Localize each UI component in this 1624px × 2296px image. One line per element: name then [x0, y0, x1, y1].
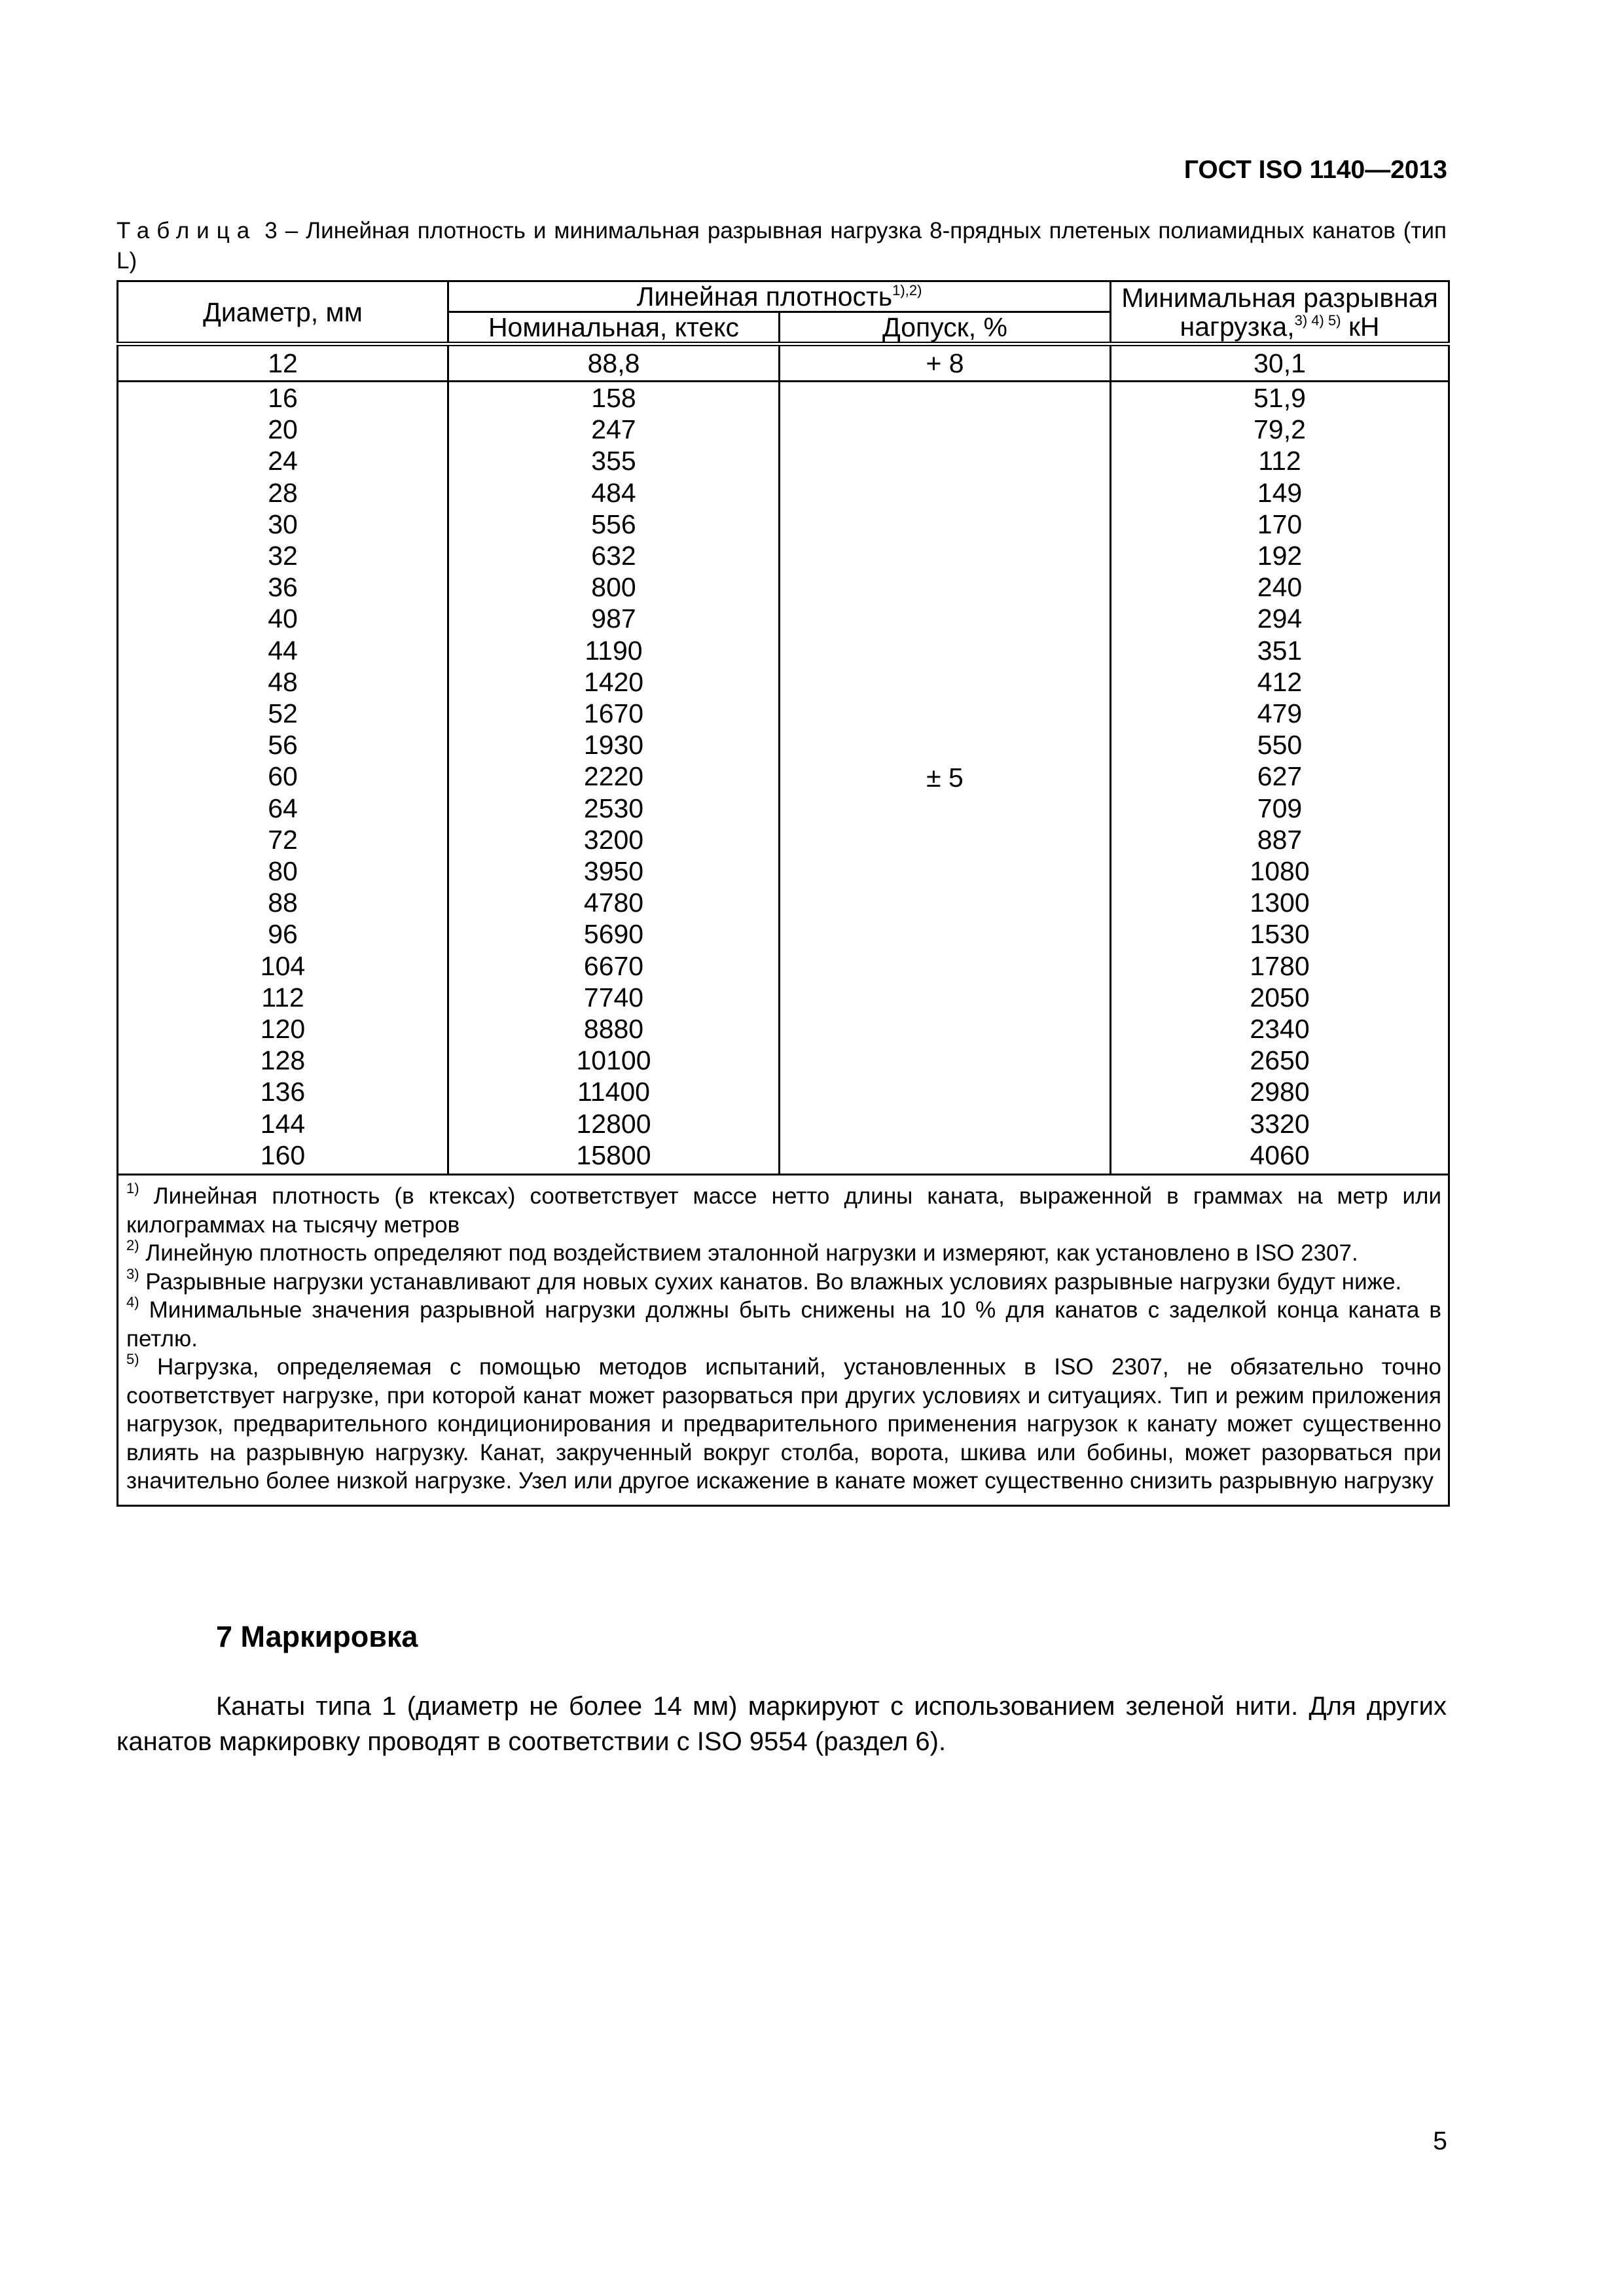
- header-load-line2: нагрузка,: [1180, 311, 1295, 342]
- cell-diameter: 64: [118, 793, 448, 824]
- footnote: [126, 1182, 1441, 1239]
- cell-nominal: 1190: [448, 635, 780, 666]
- cell-diameter: 44: [118, 635, 448, 666]
- cell-nominal: 8880: [448, 1013, 780, 1045]
- cell-diameter: 120: [118, 1013, 448, 1045]
- cell-diameter: 112: [118, 982, 448, 1013]
- cell-load: 1080: [1111, 855, 1449, 887]
- cell-nominal: 7740: [448, 982, 780, 1013]
- header-tolerance: Допуск, %: [780, 312, 1111, 344]
- cell-diameter: 52: [118, 698, 448, 729]
- cell-load: 1300: [1111, 887, 1449, 918]
- header-load-footnote: 3) 4) 5): [1294, 312, 1341, 329]
- cell-load: 4060: [1111, 1139, 1449, 1175]
- header-load-line1: Минимальная разрывная: [1121, 282, 1438, 313]
- cell-tolerance-merged: ± 5: [780, 382, 1111, 1175]
- notes-row: [118, 1175, 1449, 1506]
- cell-nominal: 800: [448, 571, 780, 603]
- cell-nominal: 6670: [448, 950, 780, 982]
- table-caption: [117, 216, 1447, 276]
- footnote-mark: 2): [126, 1237, 139, 1254]
- header-density-label: Линейная плотность: [636, 281, 893, 312]
- cell-load: 2340: [1111, 1013, 1449, 1045]
- cell-load: 1780: [1111, 950, 1449, 982]
- cell-nominal: 247: [448, 414, 780, 445]
- cell-load: 709: [1111, 793, 1449, 824]
- cell-nominal: 10100: [448, 1045, 780, 1076]
- cell-load: 240: [1111, 571, 1449, 603]
- footnote-text: Линейная плотность (в ктексах) соответствует массе нетто длины каната, выраженной в граммах на метр или килограммах на тысячу метров: [126, 1183, 1442, 1238]
- header-load: [1111, 281, 1449, 344]
- cell-nominal: 1420: [448, 666, 780, 698]
- table-row: [118, 382, 1449, 414]
- cell-nominal: 3950: [448, 855, 780, 887]
- page-number: 5: [1433, 2127, 1447, 2155]
- cell-load: 627: [1111, 761, 1449, 792]
- cell-load: 30,1: [1111, 344, 1449, 382]
- cell-load: 351: [1111, 635, 1449, 666]
- cell-diameter: 88: [118, 887, 448, 918]
- data-table: [117, 280, 1450, 1507]
- footnote-mark: 5): [126, 1351, 139, 1368]
- cell-diameter: 128: [118, 1045, 448, 1076]
- cell-diameter: 16: [118, 382, 448, 414]
- cell-diameter: 136: [118, 1076, 448, 1107]
- cell-diameter: 160: [118, 1139, 448, 1175]
- cell-nominal: 355: [448, 445, 780, 476]
- footnote-text: Разрывные нагрузки устанавливают для новых сухих канатов. Во влажных условиях разрывные нагрузки будут ниже.: [139, 1268, 1402, 1295]
- footnote: [126, 1296, 1441, 1353]
- cell-load: 479: [1111, 698, 1449, 729]
- footnote: [126, 1239, 1441, 1268]
- footnote-mark: 4): [126, 1294, 139, 1311]
- cell-nominal: 11400: [448, 1076, 780, 1107]
- cell-diameter: 32: [118, 540, 448, 571]
- header-density: [448, 281, 1111, 312]
- cell-load: 3320: [1111, 1108, 1449, 1139]
- cell-load: 79,2: [1111, 414, 1449, 445]
- footnote-text: Минимальные значения разрывной нагрузки должны быть снижены на 10 % для канатов с заделкой конца каната в петлю.: [126, 1297, 1442, 1352]
- footnote-mark: 1): [126, 1180, 139, 1197]
- table-caption-label: Таблица: [117, 218, 257, 243]
- table-notes: [118, 1175, 1449, 1506]
- cell-nominal: 556: [448, 509, 780, 540]
- cell-load: 887: [1111, 824, 1449, 855]
- cell-diameter: 48: [118, 666, 448, 698]
- cell-nominal: 632: [448, 540, 780, 571]
- document-id: ГОСТ ISO 1140—2013: [1183, 156, 1447, 184]
- cell-nominal: 2530: [448, 793, 780, 824]
- cell-load: 412: [1111, 666, 1449, 698]
- cell-diameter: 56: [118, 729, 448, 761]
- cell-nominal: 1670: [448, 698, 780, 729]
- cell-tolerance: + 8: [780, 344, 1111, 382]
- cell-nominal: 158: [448, 382, 780, 414]
- cell-diameter: 60: [118, 761, 448, 792]
- cell-diameter: 12: [118, 344, 448, 382]
- cell-load: 2650: [1111, 1045, 1449, 1076]
- cell-diameter: 36: [118, 571, 448, 603]
- cell-load: 2050: [1111, 982, 1449, 1013]
- cell-load: 51,9: [1111, 382, 1449, 414]
- cell-nominal: 987: [448, 603, 780, 634]
- cell-diameter: 20: [118, 414, 448, 445]
- cell-nominal: 15800: [448, 1139, 780, 1175]
- cell-diameter: 28: [118, 477, 448, 509]
- cell-diameter: 40: [118, 603, 448, 634]
- header-load-unit: кН: [1341, 311, 1380, 342]
- cell-nominal: 4780: [448, 887, 780, 918]
- cell-load: 149: [1111, 477, 1449, 509]
- cell-load: 192: [1111, 540, 1449, 571]
- cell-load: 1530: [1111, 918, 1449, 950]
- cell-nominal: 1930: [448, 729, 780, 761]
- cell-diameter: 104: [118, 950, 448, 982]
- footnote: [126, 1353, 1441, 1496]
- cell-nominal: 484: [448, 477, 780, 509]
- cell-nominal: 88,8: [448, 344, 780, 382]
- cell-load: 112: [1111, 445, 1449, 476]
- header-diameter: Диаметр, мм: [118, 281, 448, 344]
- cell-diameter: 80: [118, 855, 448, 887]
- cell-nominal: 3200: [448, 824, 780, 855]
- cell-nominal: 12800: [448, 1108, 780, 1139]
- section-title: 7 Маркировка: [216, 1620, 418, 1653]
- header-nominal: Номинальная, ктекс: [448, 312, 780, 344]
- cell-diameter: 96: [118, 918, 448, 950]
- footnote-text: Линейную плотность определяют под воздействием эталонной нагрузки и измеряют, как установлено в ISO 2307.: [139, 1240, 1358, 1266]
- cell-load: 2980: [1111, 1076, 1449, 1107]
- cell-nominal: 2220: [448, 761, 780, 792]
- cell-load: 294: [1111, 603, 1449, 634]
- cell-diameter: 72: [118, 824, 448, 855]
- table-row: [118, 344, 1449, 382]
- cell-load: 170: [1111, 509, 1449, 540]
- table-caption-text: 3 – Линейная плотность и минимальная разрывная нагрузка 8-прядных плетеных полиамидных канатов (тип L): [117, 218, 1447, 274]
- header-density-footnote: 1),2): [892, 282, 922, 298]
- cell-diameter: 30: [118, 509, 448, 540]
- cell-load: 550: [1111, 729, 1449, 761]
- cell-diameter: 24: [118, 445, 448, 476]
- footnote: [126, 1265, 1441, 1297]
- footnote-text: Нагрузка, определяемая с помощью методов испытаний, установленных в ISO 2307, не обязательно точно соответствует нагрузке, при которой канат может разорваться при других условиях и ситуациях. Тип и режим приложения нагрузок, предварительного кондиционирования и предварительного применения нагрузок к канату может существенно влиять на разрывную нагрузку. Канат, закрученный вокруг столба, ворота, шкива или бобины, может разорваться при значительно более низкой нагрузке. Узел или другое искажение в канате может существенно снизить разрывную нагрузку: [126, 1354, 1442, 1494]
- cell-nominal: 5690: [448, 918, 780, 950]
- body-paragraph: Канаты типа 1 (диаметр не более 14 мм) маркируют с использованием зеленой нити. Для других канатов маркировку проводят в соответствии с ISO 9554 (раздел 6).: [117, 1692, 1447, 1756]
- cell-diameter: 144: [118, 1108, 448, 1139]
- footnote-mark: 3): [126, 1265, 139, 1282]
